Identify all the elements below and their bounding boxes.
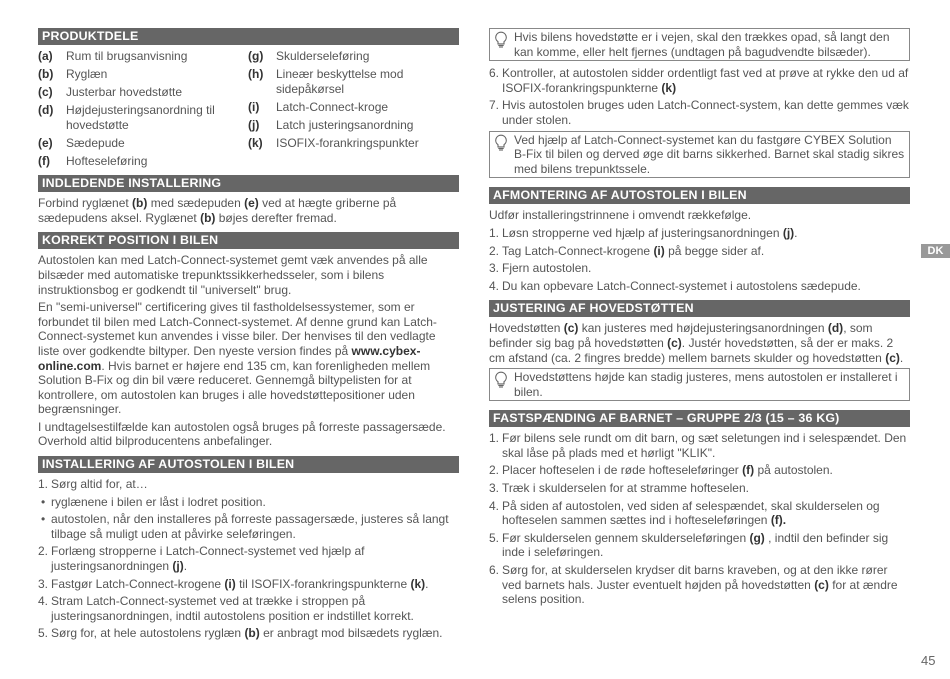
- removal-intro: Udfør installeringstrinnene i omvendt rækkefølge.: [489, 208, 752, 223]
- section-header-headrest: JUSTERING AF HOVEDSTØTTEN: [489, 300, 910, 317]
- part-item: (d) Højdejusteringsanordning til hovedstøtte: [38, 103, 215, 132]
- position-paragraph-2: En "semi-universel" certificering gives til fastholdelsessystemer, som er forbundet til bilen med Latch-Connect-systemet. Af denne grund kan Latch-Connect-systemet kun anvendes i visse biler. Der henvises til den vedlagte liste over godkendte biltyper. Den nyeste version findes på www.cybex-online.com. Hvis barnet er højere end 135 cm, kan forenligheden mellem Solution B-Fix og din bil være reduceret. Gennemgå biltypelisten for at kontrollere, om autostolen kan bruges i alle hovedstøttepositioner uden begrænsninger.: [38, 300, 437, 417]
- part-item: (g) Skulderseleføring: [248, 49, 370, 63]
- list-item: 6. Kontroller, at autostolen sidder ordentligt fast ved at prøve at rykke den ud af ISOFIX-forankringspunkterne (k): [489, 66, 909, 95]
- website-link: www.cybex-online.com: [38, 343, 421, 373]
- list-item: 1. Sørg altid for, at…: [38, 477, 148, 492]
- page-number: 45: [921, 653, 936, 668]
- right-column: [489, 28, 910, 610]
- list-item: 2. Forlæng stropperne i Latch-Connect-systemet ved hjælp af justeringsanordningen (j).: [38, 544, 365, 574]
- list-item: 3. Fjern autostolen.: [489, 261, 592, 276]
- lightbulb-icon: [494, 30, 514, 59]
- left-column: [38, 28, 459, 644]
- bullet-item: • ryglænene i bilen er låst i lodret position.: [41, 494, 266, 509]
- part-item: (j) Latch justeringsanordning: [248, 117, 414, 132]
- list-item: 1. Løsn stropperne ved hjælp af justeringsanordningen (j).: [489, 225, 798, 240]
- position-paragraph-3: I undtagelsestilfælde kan autostolen også bruges på forreste passagersæde. Overhold altid bilproducentens anbefalinger.: [38, 419, 446, 449]
- list-item: 4. Du kan opbevare Latch-Connect-systemet i autostolens sædepude.: [489, 278, 861, 293]
- headrest-paragraph: Hovedstøtten (c) kan justeres med højdejusteringsanordningen (d), som befinder sig bag på hovedstøtten (c). Justér hovedstøtten, så der er maks. 2 cm afstand (ca. 2 fingres bredde) mellem barnets skulder og hovedstøtten (c).: [489, 321, 904, 365]
- part-item: (e) Sædepude: [38, 135, 125, 150]
- lightbulb-icon: [494, 133, 514, 177]
- list-item: 4. På siden af autostolen, ved siden af selespændet, skal skulderselen og hofteselen sammen sættes ind i hofteseleføringen (f).: [489, 498, 880, 528]
- tip-box: Hvis bilens hovedstøtte er i vejen, skal den trækkes opad, så langt den kan komme, eller helt fjernes (undtagen på bagudvendte bilsæder).: [489, 28, 910, 61]
- part-item: (f) Hofteseleføring: [38, 154, 148, 169]
- list-item: 1. Før bilens sele rundt om dit barn, og sæt seletungen ind i selespændet. Den skal låse på plads med et hørligt "KLIK".: [489, 431, 907, 460]
- part-item: (a) Rum til brugsanvisning: [38, 49, 188, 63]
- bullet-item: • autostolen, når den installeres på forreste passagersæde, justeres så langt tilbage så muligt uden at påvirke seleføringen.: [41, 512, 449, 541]
- list-item: 6. Sørg for, at skulderselen krydser dit barns kraveben, og at den ikke rører ved barnets hals. Juster eventuelt højden på hovedstøtten (c) for at ændre selens position.: [489, 563, 898, 607]
- language-tab: DK: [921, 244, 950, 258]
- parts-list: [38, 49, 459, 172]
- lightbulb-icon: [494, 370, 514, 399]
- list-item: 7. Hvis autostolen bruges uden Latch-Connect-system, kan dette gemmes væk under stolen.: [489, 98, 909, 127]
- section-header-install: INSTALLERING AF AUTOSTOLEN I BILEN: [38, 456, 459, 473]
- list-item: 4. Stram Latch-Connect-systemet ved at trække i stroppen på justeringsanordningen, indtil autostolens position er indstillet korrekt.: [38, 594, 414, 623]
- parts-column-2: [248, 49, 459, 172]
- part-item: (k) ISOFIX-forankringspunkter: [248, 135, 419, 150]
- list-item: 5. Før skulderselen gennem skulderseleføringen (g) , indtil den befinder sig inde i seleføringen.: [489, 530, 889, 560]
- part-item: (b) Ryglæn: [38, 67, 108, 82]
- list-item: 3. Fastgør Latch-Connect-krogene (i) til ISOFIX-forankringspunkterne (k).: [38, 576, 429, 591]
- list-item: 2. Placer hofteselen i de røde hofteseleføringer (f) på autostolen.: [489, 463, 833, 478]
- list-item: 3. Træk i skulderselen for at stramme hofteselen.: [489, 481, 749, 496]
- section-header-securing: FASTSPÆNDING AF BARNET – GRUPPE 2/3 (15 – 36 KG): [489, 410, 910, 427]
- part-item: (c) Justerbar hovedstøtte: [38, 85, 183, 100]
- section-header-position: KORREKT POSITION I BILEN: [38, 232, 459, 249]
- list-item: 2. Tag Latch-Connect-krogene (i) på begge sider af.: [489, 243, 765, 258]
- tip-box: Ved hjælp af Latch-Connect-systemet kan du fastgøre CYBEX Solution B-Fix til bilen og derved øge dit barns sikkerhed. Barnet skal stadig sikres med bilens trepunktssele.: [489, 131, 910, 179]
- tip-box: Hovedstøttens højde kan stadig justeres, mens autostolen er installeret i bilen.: [489, 368, 910, 401]
- intro-paragraph: Forbind ryglænet (b) med sædepuden (e) ved at hægte griberne på sædepudens aksel. Ryglænet (b) bøjes derefter fremad.: [38, 196, 397, 225]
- part-item: (h) Lineær beskyttelse mod sidepåkørsel: [248, 67, 404, 96]
- list-item: 5. Sørg for, at hele autostolens ryglæn (b) er anbragt mod bilsædets ryglæn.: [38, 626, 443, 641]
- section-header-intro: INDLEDENDE INSTALLERING: [38, 175, 459, 192]
- section-header-parts: PRODUKTDELE: [38, 28, 459, 45]
- position-paragraph-1: Autostolen kan med Latch-Connect-systemet gemt væk anvendes på alle bilsæder med automatiske trepunktssikkerhedsseler, som i bilens instruktionsbog er godkendt til "universelt" brug.: [38, 253, 428, 297]
- section-header-removal: AFMONTERING AF AUTOSTOLEN I BILEN: [489, 187, 910, 204]
- part-item: (i) Latch-Connect-kroge: [248, 99, 389, 114]
- parts-column-1: [38, 49, 248, 172]
